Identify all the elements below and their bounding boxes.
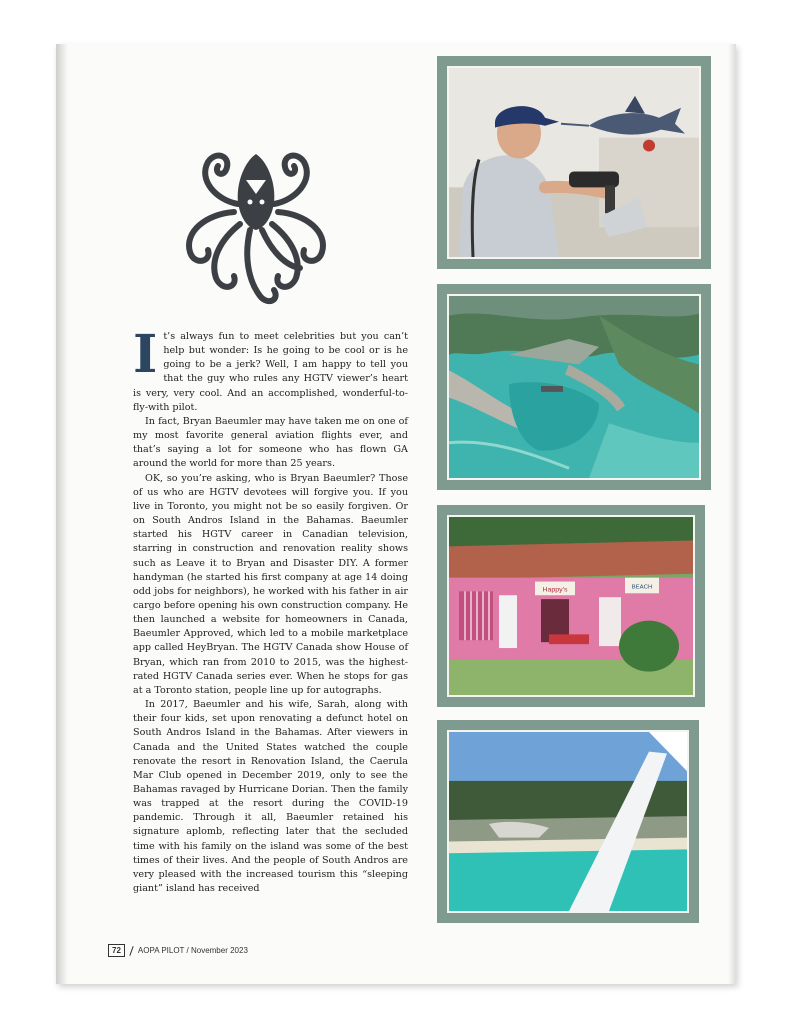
photo-frame-workshop xyxy=(437,56,711,269)
article-paragraph-3: OK, so you’re asking, who is Bryan Baeumler? Those of us who are HGTV devotees will forgive you. If you live in Toronto, you might not be so easily forgiven. Or on South Andros Island in the Bahamas. Baeumler started his HGTV career in Canadian television, starring in construction and renovation reality shows such as Leave it to Bryan and Disaster DIY. A former handyman (he started his first company at age 14 doing odd jobs for neighbors), he worked with his father in air cargo before opening his own construction company. He then launched a website for homeowners in Canada, Baeumler Approved, which led to a mobile marketplace app called HeyBryan. The HGTV Canada show House of Bryan, which ran from 2010 to 2015, was the highest-rated HGTV Canada series ever. When he stops for gas at a Toronto station, people line up for autographs. xyxy=(133,472,408,696)
beach-sign-text: BEACH xyxy=(631,584,653,591)
photo-frame-harbor xyxy=(437,284,711,490)
publication-info: AOPA PILOT / November 2023 xyxy=(137,946,248,955)
photo-workshop xyxy=(447,66,701,259)
page-edge-shadow xyxy=(728,44,736,984)
page-spine-shadow xyxy=(56,44,68,984)
page-number: 72 xyxy=(108,944,125,957)
octopus-icon xyxy=(176,140,336,310)
article-paragraph-1: It’s always fun to meet celebrities but you can’t help but wonder: Is he going to be cool or is he going to be a jerk? Well, I am happy to tell you that the guy who rules any HGTV viewer’s heart is very, very cool. And an accomplished, wonderful-to-fly-with pilot. xyxy=(133,324,408,413)
footer-divider xyxy=(129,946,133,956)
article-paragraph-2: In fact, Bryan Baeumler may have taken me on one of my most favorite general aviation flights ever, and that’s saying a lot for someone who has flown GA around the world for more than 25 years. xyxy=(133,415,408,470)
article-paragraph-4: In 2017, Baeumler and his wife, Sarah, along with their four kids, set upon renovating a defunct hotel on South Andros Island in the Bahamas. After viewers in Canada and the United States watched the couple renovate the resort in Renovation Island, the Caerula Mar Club opened in December 2019, only to see the Bahamas ravaged by Hurricane Dorian. Then the family was trapped at the resort during the COVID-19 pandemic. Through it all, Baeumler retained his signature aplomb, reflecting later that the secluded time with his family on the island was some of the best times of their lives. And the people of South Andros are very pleased with the increased tourism this “sleeping giant” island has received xyxy=(133,699,408,895)
article-body xyxy=(133,324,408,896)
photo-aerial-harbor xyxy=(447,294,701,480)
drop-cap: I xyxy=(133,324,158,385)
page-footer xyxy=(108,944,248,957)
photo-pink-store xyxy=(447,515,695,697)
photo-frame-store xyxy=(437,505,705,707)
photo-aerial-from-plane xyxy=(447,730,689,913)
photo-frame-aerial-view xyxy=(437,720,699,923)
store-sign-text: Happy's xyxy=(542,586,568,594)
